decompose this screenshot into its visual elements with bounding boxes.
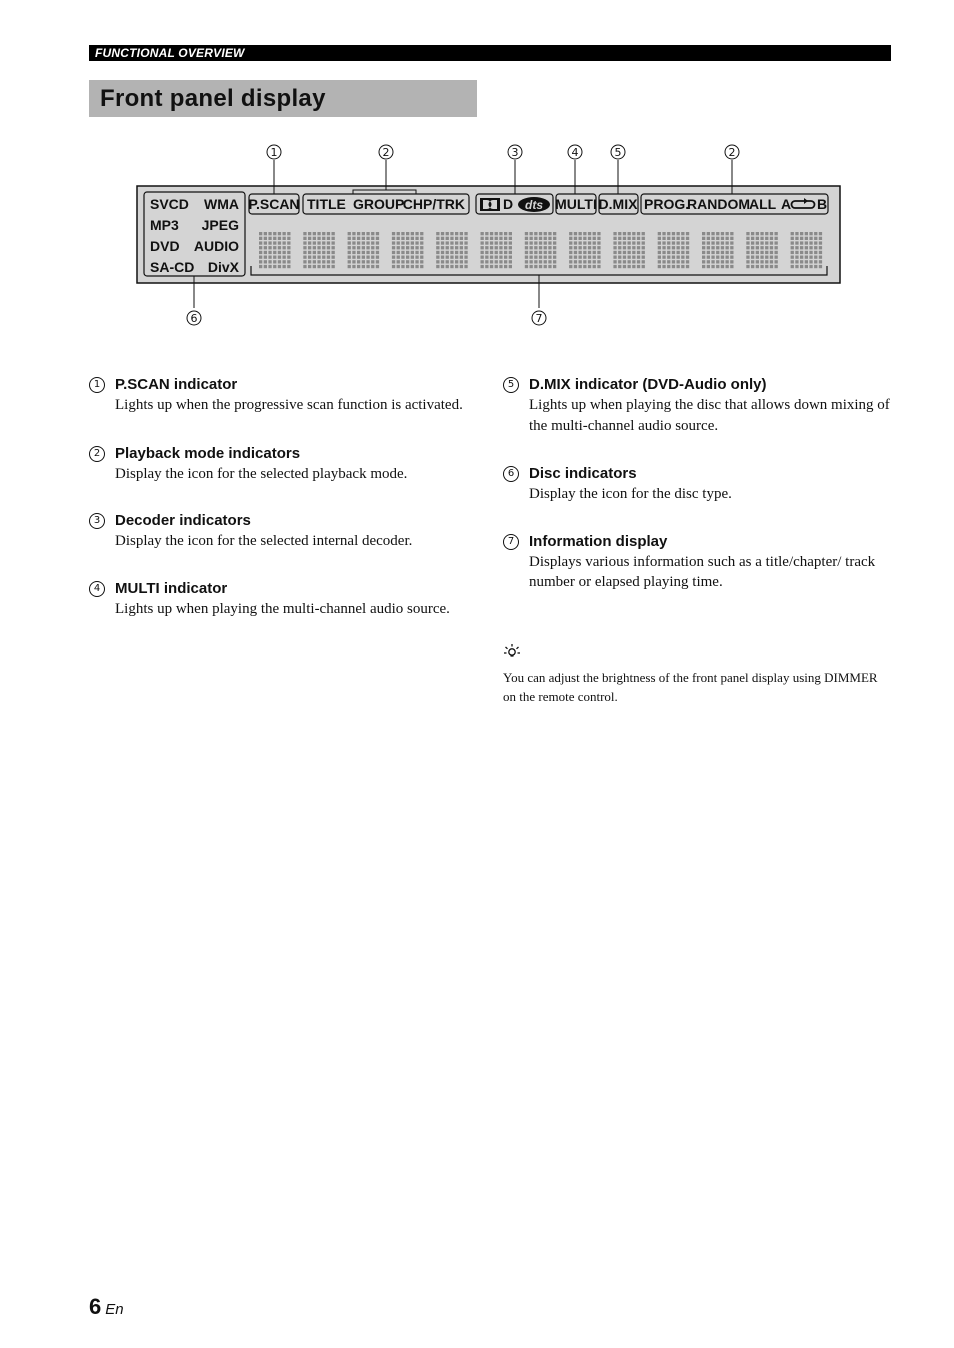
item-information bbox=[503, 532, 893, 593]
item-description: Lights up when the progressive scan function is activated. bbox=[115, 397, 463, 413]
svg-text:5: 5 bbox=[614, 146, 622, 159]
tip-note bbox=[503, 643, 893, 706]
item-multi bbox=[89, 579, 469, 620]
item-heading: Playback mode indicators bbox=[115, 444, 301, 462]
item-number: 7 bbox=[503, 534, 519, 550]
svg-text:3: 3 bbox=[511, 146, 519, 159]
item-dmix bbox=[503, 375, 893, 436]
svg-text:2: 2 bbox=[382, 146, 390, 159]
svg-text:2: 2 bbox=[728, 146, 736, 159]
item-heading: Information display bbox=[529, 532, 668, 550]
item-description: Displays various information such as a title/chapter/ track number or elapsed playing time. bbox=[529, 553, 876, 590]
svg-text:7: 7 bbox=[535, 312, 543, 325]
svg-text:4: 4 bbox=[571, 146, 579, 159]
item-heading: Disc indicators bbox=[529, 465, 637, 482]
multi-indicator: MULTI bbox=[555, 196, 597, 212]
disc-label-mp3: MP3 bbox=[150, 217, 179, 233]
disc-label-dvd: DVD bbox=[150, 238, 180, 254]
dts-logo-icon bbox=[518, 197, 550, 212]
repeat-a-indicator: A bbox=[781, 196, 792, 212]
disc-label-jpeg: JPEG bbox=[201, 217, 239, 233]
item-heading: MULTI indicator bbox=[115, 579, 228, 597]
item-number: 4 bbox=[89, 581, 105, 597]
item-description: Display the icon for the disc type. bbox=[529, 486, 732, 502]
tip-text: You can adjust the brightness of the front panel display using DIMMER on the remote control. bbox=[503, 670, 878, 704]
disc-label-divx: DivX bbox=[207, 259, 239, 275]
item-description: Display the icon for the selected playback mode. bbox=[115, 465, 408, 482]
disc-label-wma: WMA bbox=[204, 196, 239, 212]
disc-label-audio: AUDIO bbox=[193, 238, 239, 254]
page-language: En bbox=[105, 1301, 124, 1318]
svg-text:6: 6 bbox=[190, 312, 198, 325]
disc-label-sacd: SA-CD bbox=[150, 259, 195, 275]
page-title: Front panel display bbox=[100, 85, 326, 112]
callout-2b bbox=[725, 145, 739, 159]
callout-5 bbox=[611, 145, 625, 159]
pscan-indicator: P.SCAN bbox=[248, 196, 300, 212]
dmix-indicator: D.MIX bbox=[598, 196, 638, 212]
item-description: Lights up when playing the disc that allows down mixing of the multi-channel audio source. bbox=[529, 397, 890, 434]
callout-1 bbox=[267, 145, 281, 159]
dolby-d-label: D bbox=[503, 196, 514, 212]
item-number: 3 bbox=[89, 513, 105, 529]
callout-3 bbox=[508, 145, 522, 159]
dolby-digital-icon bbox=[480, 198, 500, 211]
item-playback-mode bbox=[89, 444, 469, 485]
item-number: 6 bbox=[503, 466, 519, 482]
repeat-b-indicator: B bbox=[817, 196, 828, 212]
prog-indicator: PROG. bbox=[644, 196, 690, 212]
right-column bbox=[503, 375, 893, 611]
item-disc bbox=[503, 464, 893, 505]
left-column bbox=[89, 375, 469, 637]
item-decoder bbox=[89, 511, 469, 552]
section-header-label: FUNCTIONAL OVERVIEW bbox=[95, 46, 245, 60]
item-heading: D.MIX indicator (DVD-Audio only) bbox=[529, 376, 767, 393]
callout-2a bbox=[379, 145, 393, 159]
item-description: Lights up when playing the multi-channel audio source. bbox=[115, 600, 450, 617]
item-heading: P.SCAN indicator bbox=[115, 376, 238, 393]
front-panel-diagram bbox=[0, 0, 954, 340]
title-indicator: TITLE bbox=[307, 196, 346, 212]
lightbulb-tip-icon bbox=[503, 643, 521, 659]
svg-text:1: 1 bbox=[270, 146, 278, 159]
item-pscan bbox=[89, 375, 469, 416]
callout-7 bbox=[532, 311, 546, 325]
disc-label-svcd: SVCD bbox=[150, 196, 189, 212]
page-footer bbox=[89, 1294, 124, 1320]
callout-4 bbox=[568, 145, 582, 159]
item-number: 2 bbox=[89, 446, 105, 462]
random-indicator: RANDOM bbox=[687, 196, 750, 212]
page-number: 6 bbox=[89, 1294, 102, 1319]
all-indicator: ALL bbox=[749, 196, 777, 212]
chptrk-indicator: CHP/TRK bbox=[402, 196, 465, 212]
item-description: Display the icon for the selected internal decoder. bbox=[115, 533, 413, 549]
item-number: 5 bbox=[503, 377, 519, 393]
item-number: 1 bbox=[89, 377, 105, 393]
callout-6 bbox=[187, 311, 201, 325]
svg-text:dts: dts bbox=[525, 198, 543, 212]
group-indicator: GROUP bbox=[353, 196, 405, 212]
item-heading: Decoder indicators bbox=[115, 512, 251, 529]
